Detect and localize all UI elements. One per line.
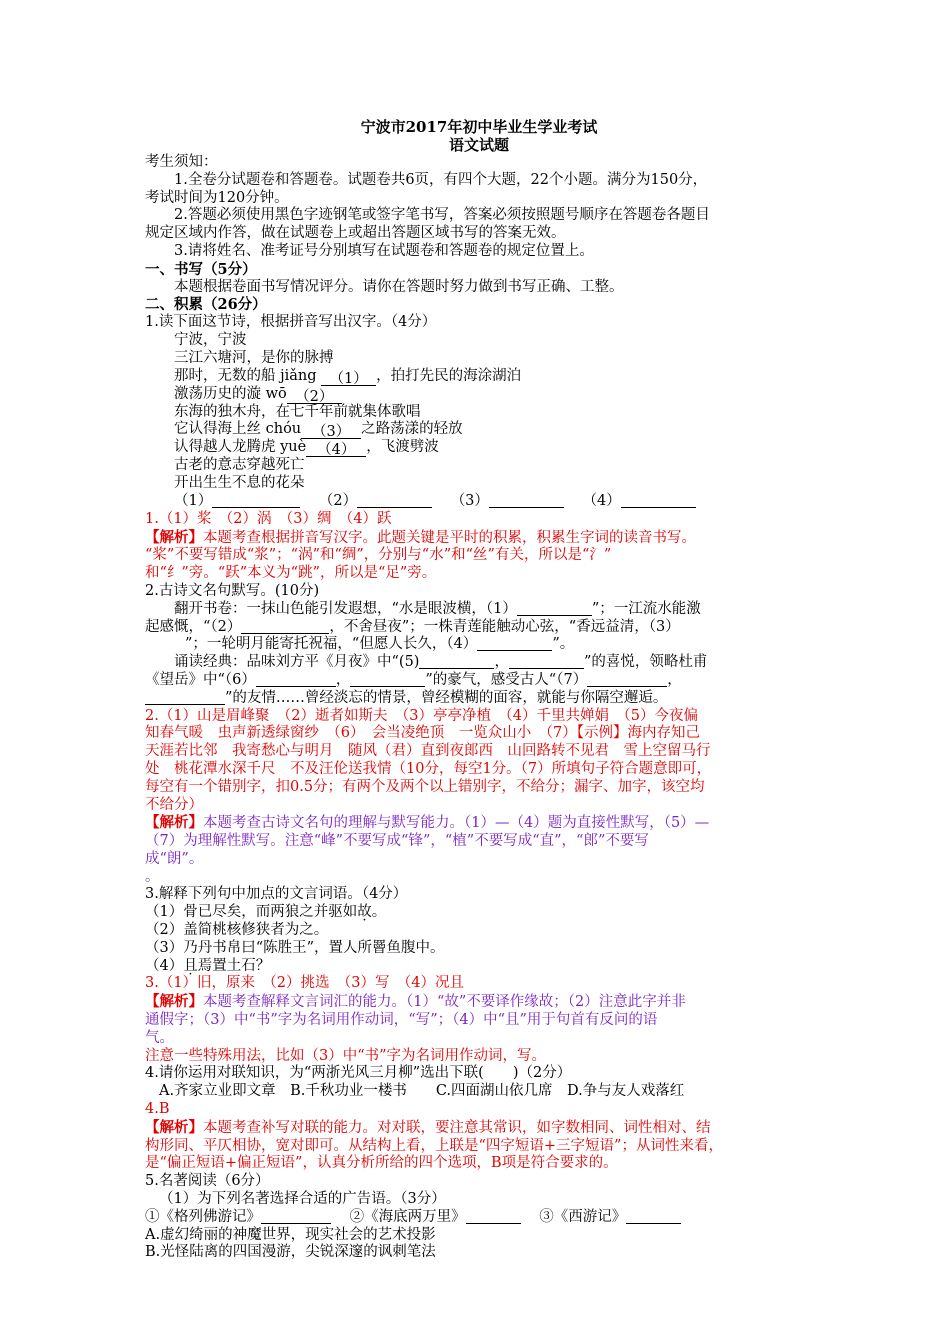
exam-page: [145, 118, 813, 1262]
q2-stem: 2.古诗文名句默写。(10分): [145, 582, 320, 599]
answer-blank[interactable]: [517, 601, 592, 616]
answer-blank[interactable]: [466, 1209, 521, 1224]
poem-line: 认得越人龙腾虎 yuè （4） ，飞渡劈波: [174, 439, 439, 459]
q2-analysis-line: 成“朗”。: [145, 850, 204, 867]
section-2-heading: 二、积累（26分）: [145, 296, 267, 314]
notice-item-1b: 考试时间为120分钟。: [145, 189, 289, 206]
q3-answer: 3.（1）旧，原来 （2）挑选 （3）写 （4）况且: [145, 975, 464, 992]
q5-stem: 5.名著阅读（6分）: [145, 1173, 270, 1190]
answer-blank[interactable]: [241, 619, 329, 634]
q5-sub-1: （1）为下列名著选择合适的广告语。（3分）: [159, 1191, 446, 1208]
section-1-heading: 一、书写（5分）: [145, 260, 257, 278]
q3-analysis-line: 通假字；（3）中“书”字为名词用作动词，“写”；（4）中“且”用于句首有反问的语: [145, 1012, 658, 1029]
q3-item: （4）且焉置土石？: [145, 957, 271, 974]
q1-stem: 1.读下面这节诗，根据拼音写出汉字。（4分）: [145, 314, 437, 331]
q2-line: 《望岳》中“（6） ， ”的豪气，感受古人“（7） ，: [145, 671, 682, 688]
q4-analysis-line: 是“偏正短语+偏正短语”，认真分析所给的四个选项，B项是符合要求的。: [145, 1155, 618, 1172]
notice-item-2a: 2.答题必须使用黑色字迹钢笔或签字笔书写，答案必须按照题号顺序在答题卷各题目: [174, 207, 710, 224]
answer-blank[interactable]: [419, 654, 494, 669]
q1-analysis-line: “桨”不要写错成“浆”；“涡”和“绸”，分别与“水”和“丝”有关，所以是“氵”: [145, 547, 612, 564]
notice-item-3: 3.请将姓名、准考证号分别填写在试题卷和答题卷的规定位置上。: [174, 242, 594, 259]
answer-blank[interactable]: [621, 493, 696, 508]
exam-subtitle: 语文试题: [448, 136, 509, 154]
answer-blank[interactable]: [145, 690, 225, 705]
q2-line: 诵读经典：品味刘方平《月夜》中“(5) ， ”的喜悦，领略杜甫: [174, 654, 708, 671]
poem-line: 激荡历史的漩 wō （2）: [145, 386, 813, 404]
q1-analysis: 【解析】本题考查根据拼音写汉字。此题关键是平时的积累，积累生字词的读音书写。: [145, 528, 696, 546]
q1-answer: 1.（1）桨 （2）涡 （3）绸 （4）跃: [145, 510, 392, 527]
poem-line: 东海的独木舟，在七千年前就集体歌唱: [174, 403, 421, 420]
q2-answer-line: 不给分）: [145, 796, 203, 813]
q3-item: （2）盖简桃核修狭者为之。: [145, 922, 329, 939]
q5-option-a: A.虚幻绮丽的神魔世界，现实社会的艺术投影: [145, 1226, 436, 1243]
q5-books: ①《格列佛游记》 ②《海底两万里》 ③《西游记》: [145, 1209, 813, 1227]
q1-analysis-line: 和“纟”旁。“跃”本义为“跳”，所以是“足”旁。: [145, 565, 437, 582]
poem-line: 它认得海上丝 chóu （3） 之路荡漾的轻放: [174, 421, 463, 441]
q3-item: （3）乃丹书帛曰“陈胜王”，置人所罾鱼腹中。: [145, 939, 445, 956]
q2-answer-line: 知春气暖 虫声新透绿窗纱 （6） 会当凌绝顶 一览众山小 （7）【示例】海内存知己: [145, 725, 700, 742]
poem-line: 古老的意志穿越死亡: [174, 457, 305, 474]
q2-analysis-line: 。: [145, 868, 160, 885]
notice-item-1a: 1.全卷分试题卷和答题卷。试题卷共6页，有四个大题，22个小题。满分为150分，: [174, 171, 708, 188]
q2-answer-line: 天涯若比邻 我寄愁心与明月 随风（君）直到夜郎西 山回路转不见君 雪上空留马行: [145, 743, 711, 760]
q4-answer: 4.B: [145, 1101, 170, 1118]
q3-note: 注意一些特殊用法，比如（3）中“书”字为名词用作动词，写。: [145, 1047, 547, 1064]
answer-blank[interactable]: [357, 493, 432, 508]
answer-blank[interactable]: [587, 672, 667, 687]
q2-line: ”；一轮明月能寄托祝福，“但愿人长久，（4） ”。: [185, 636, 575, 653]
poem-line: 三江六塘河，是你的脉搏: [174, 349, 334, 366]
q2-line: 起感慨，“（2） ，不舍昼夜”；一株青莲能触动心弦，“香远益清，（3）: [145, 618, 680, 635]
answer-blank[interactable]: [509, 654, 584, 669]
q1-answer-blanks: （1） （2） （3） （4）: [145, 493, 813, 511]
q1-blank-4[interactable]: （4）: [306, 442, 366, 457]
q2-analysis: 【解析】本题考查古诗文名句的理解与默写能力。（1）—（4）题为直接性默写，（5）—: [145, 814, 710, 832]
q2-answer-line: 每空有一个错别字，扣0.5分；有两个及两个以上错别字，不给分；漏字、加字，该空均: [145, 778, 705, 795]
section-1-text: 本题根据卷面书写情况评分。请你在答题时努力做到书写正确、工整。: [174, 278, 624, 295]
q2-line: ”的友情……曾经淡忘的情景，曾经模糊的面容，就能与你隔空邂逅。: [145, 690, 813, 708]
poem-line: 那时，无数的船 jiǎng （1） ，拍打先民的海涂湖泊: [174, 367, 522, 387]
q2-answer: 2.（1）山是眉峰聚 （2）逝者如斯夫 （3）亭亭净植 （4）千里共婵娟 （5）今夜偏: [145, 707, 698, 724]
notice-head: 考生须知：: [145, 154, 218, 170]
q1-blank-1[interactable]: （1）: [321, 371, 376, 386]
q3-stem: 3.解释下列句中加点的文言词语。（4分）: [145, 886, 408, 903]
answer-blank[interactable]: [212, 493, 300, 508]
exam-title: 宁波市2017年初中毕业生学业考试: [360, 118, 598, 136]
answer-blank[interactable]: [477, 636, 552, 651]
q3-analysis-line: 气。: [145, 1029, 174, 1046]
answer-blank[interactable]: [489, 493, 564, 508]
q3-analysis: 【解析】本题考查解释文言词汇的能力。（1）“故”不要译作缘故；（2）注意此字并非: [145, 993, 686, 1011]
answer-blank[interactable]: [256, 672, 336, 687]
q2-line: 翻开书卷：一抹山色能引发遐想，“水是眼波横，（1） ”；一江流水能激: [174, 600, 701, 617]
q4-analysis: 【解析】本题考查补写对联的能力。对对联，要注意其常识，如字数相同、词性相对、结: [145, 1118, 711, 1136]
q4-options: A.齐家立业即文章 B.千秋功业一楼书 C.四面湖山依几席 D.争与友人戏落红: [159, 1083, 685, 1100]
poem-line: 宁波，宁波: [174, 331, 247, 348]
notice-item-2b: 规定区域内作答，做在试题卷上或超出答题区域书写的答案无效。: [145, 225, 566, 242]
q5-option-b: B.光怪陆离的四国漫游，尖锐深邃的讽刺笔法: [145, 1244, 436, 1261]
q3-item: （1）骨已尽矣，而两狼之并驱如故。: [145, 904, 387, 921]
q1-blank-3[interactable]: （3）: [301, 424, 361, 439]
q2-analysis-line: （7）为理解性默写。注意“峰”不要写成“锋”，“植”不要写成“直”，“郎”不要写: [145, 833, 649, 850]
q4-stem: 4.请你运用对联知识，为“两浙光风三月柳”选出下联( )（2分）: [145, 1065, 572, 1082]
q4-analysis-line: 构形同、平仄相协，宽对即可。从结构上看，上联是“四字短语+三字短语”；从词性来看，: [145, 1137, 723, 1154]
answer-blank[interactable]: [261, 1209, 331, 1224]
answer-blank[interactable]: [626, 1209, 681, 1224]
q2-answer-line: 处 桃花潭水深千尺 不及汪伦送我情（10分，每空1分。（7）所填句子符合题意即可，: [145, 760, 712, 777]
answer-blank[interactable]: [350, 672, 425, 687]
q1-blank-2[interactable]: （2）: [287, 389, 342, 404]
poem-line: 开出生生不息的花朵: [174, 475, 305, 492]
